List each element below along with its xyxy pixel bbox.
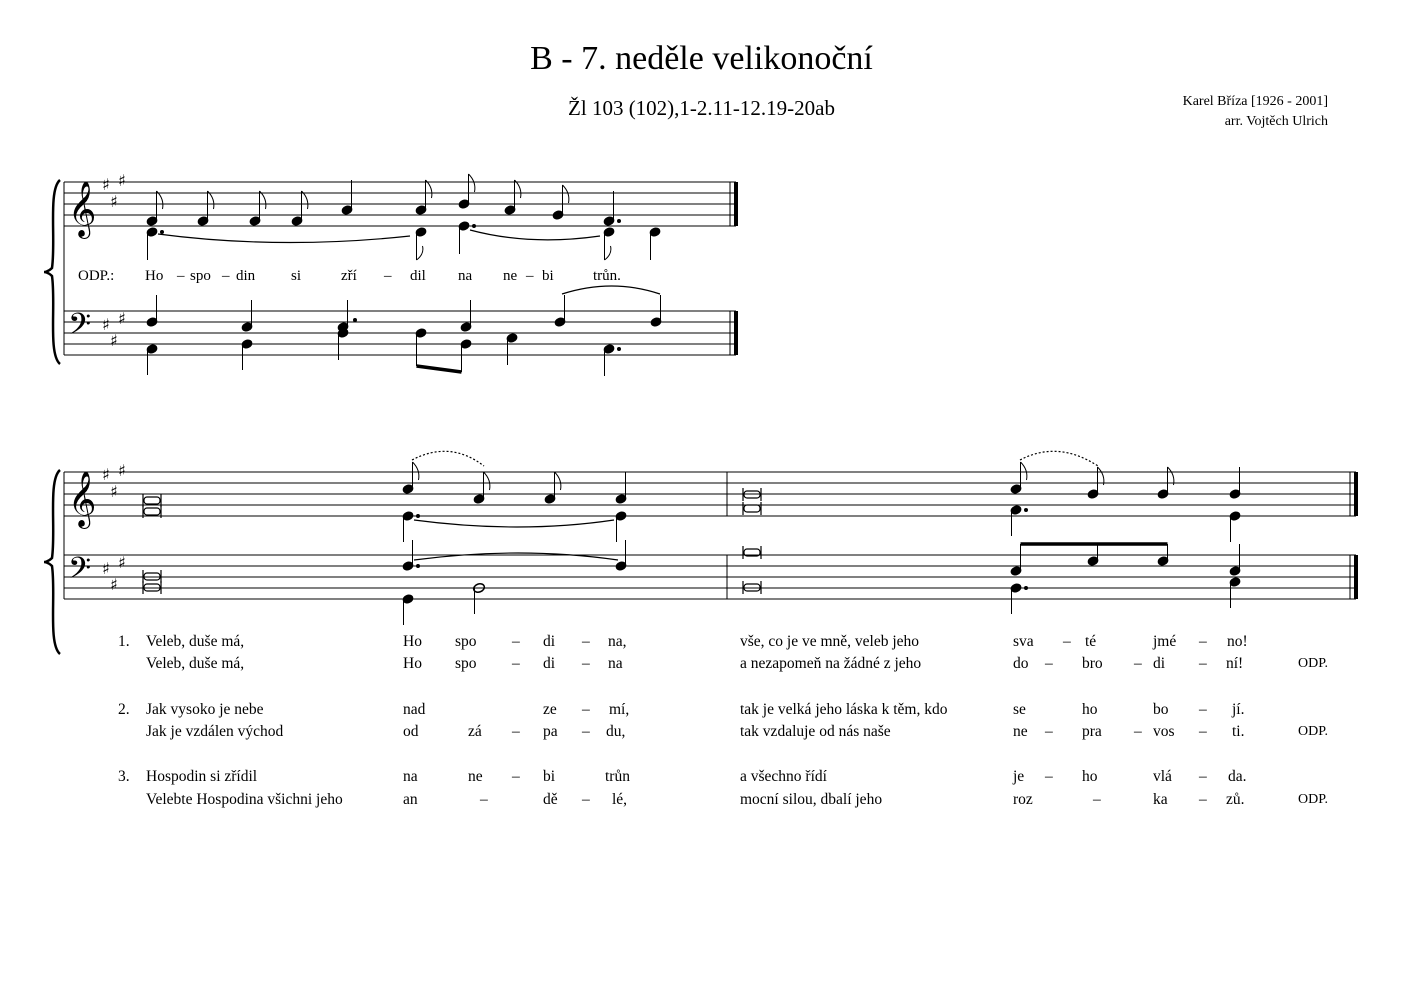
verse-syllable: – [1063, 633, 1071, 650]
bass-staff-1 [64, 311, 736, 355]
verse-syllable: di [543, 655, 556, 672]
response-syllable: – [526, 268, 534, 284]
verse-syllable: vlá [1153, 768, 1172, 785]
verse-syllable: zů. [1226, 791, 1245, 808]
verse-syllable: pra [1082, 723, 1102, 740]
verse-line: a nezapomeň na žádné z jeho [740, 655, 922, 672]
verse-number: 3. [118, 768, 130, 785]
verse-number: 1. [118, 633, 130, 650]
verse-syllable: du, [606, 723, 626, 740]
verse-syllable: – [1199, 723, 1207, 740]
svg-text:♯: ♯ [118, 309, 126, 328]
verse-syllable: – [512, 723, 520, 740]
verse-syllable: da. [1228, 768, 1247, 785]
bass-clef-icon: 𝄢 [68, 308, 92, 349]
verse-line: Velebte Hospodina všichni jeho [146, 791, 343, 808]
svg-text:♯: ♯ [110, 482, 118, 501]
verse-syllable: jmé [1153, 633, 1177, 650]
response-syllable: Ho [145, 268, 164, 284]
verse-syllable: Ho [403, 655, 422, 672]
svg-text:♯: ♯ [102, 315, 110, 334]
verse-line: Hospodin si zřídil [146, 768, 258, 785]
response-accompaniment [146, 286, 662, 376]
verse-syllable: na [608, 655, 623, 672]
svg-text:♯: ♯ [110, 192, 118, 211]
verse-syllable: spo [455, 633, 477, 650]
svg-text:♯: ♯ [118, 171, 126, 190]
verse-syllable: – [1093, 791, 1101, 808]
svg-text:♯: ♯ [118, 461, 126, 480]
verse-syllable: – [1045, 768, 1053, 785]
response-syllable: trůn. [593, 268, 621, 284]
verse-syllable: na, [608, 633, 627, 650]
verse-line: a všechno řídí [740, 768, 827, 785]
verse-syllable: nad [403, 701, 426, 718]
verse-syllable: – [1199, 701, 1207, 718]
verse-syllable: – [1199, 791, 1207, 808]
verse-syllable: ho [1082, 701, 1098, 718]
verse-syllable: jí. [1232, 701, 1245, 718]
verse-syllable: – [582, 655, 590, 672]
response-syllable: – [177, 268, 185, 284]
svg-text:♯: ♯ [110, 575, 118, 594]
arranger-name: arr. Vojtěch Ulrich [1224, 114, 1328, 129]
verse-syllable: pa [543, 723, 558, 740]
verse-syllable: lé, [612, 791, 628, 808]
response-syllable: si [291, 268, 302, 284]
svg-text:♯: ♯ [102, 175, 110, 194]
verse-line: Veleb, duše má, [146, 633, 245, 650]
verse-syllable: bi [543, 768, 556, 785]
verse-syllable: ní! [1226, 655, 1244, 672]
verse-syllable: – [480, 791, 488, 808]
verse-syllable: bro [1082, 655, 1103, 672]
verse-syllable: di [1153, 655, 1166, 672]
verse-syllable: no! [1227, 633, 1248, 650]
verse-syllable: ne [1013, 723, 1028, 740]
verse-syllable: – [512, 633, 520, 650]
verse-line: vše, co je ve mně, veleb jeho [740, 633, 920, 650]
verse-syllable: – [582, 723, 590, 740]
psalm-reference: Žl 103 (102),1-2.11-12.19-20ab [568, 96, 835, 120]
verse-syllable: an [403, 791, 418, 808]
verse-syllable: – [1199, 655, 1207, 672]
composer-name: Karel Bříza [1926 - 2001] [1182, 94, 1328, 109]
svg-text:♯: ♯ [102, 559, 110, 578]
response-syllable: ne [503, 268, 518, 284]
verse-syllable: – [582, 791, 590, 808]
refrain-marker: ODP. [1298, 724, 1328, 739]
response-syllable: din [236, 268, 256, 284]
verse-line: Veleb, duše má, [146, 655, 245, 672]
verse-line: mocní silou, dbalí jeho [740, 791, 883, 808]
response-syllable: na [458, 268, 473, 284]
brace-icon [44, 180, 60, 364]
verse-syllable: – [582, 701, 590, 718]
verse-syllable: je [1013, 768, 1025, 785]
verse-line: Jak vysoko je nebe [146, 701, 264, 718]
verse-syllable: zá [468, 723, 482, 740]
verse-syllable: – [512, 768, 520, 785]
verse-syllable: mí, [609, 701, 630, 718]
svg-text:♯: ♯ [110, 331, 118, 350]
verse-syllable: ze [543, 701, 557, 718]
verse-syllable: – [582, 633, 590, 650]
verse-syllable: spo [455, 655, 477, 672]
response-syllable: zří [341, 268, 357, 284]
verse-syllable: od [403, 723, 419, 740]
verse-syllable: – [1045, 723, 1053, 740]
verse-line: tak vzdaluje od nás naše [740, 723, 891, 740]
brace-icon [44, 470, 60, 654]
response-label: ODP.: [78, 268, 115, 284]
verse-syllable: trůn [605, 768, 630, 785]
verse-syllable: di [543, 633, 556, 650]
verse-syllable: sva [1013, 633, 1034, 650]
verse-syllable: na [403, 768, 418, 785]
svg-text:♯: ♯ [118, 553, 126, 572]
verse-syllable: Ho [403, 633, 422, 650]
treble-clef-icon: 𝄞 [68, 181, 97, 237]
svg-text:♯: ♯ [102, 465, 110, 484]
verse-syllable: ka [1153, 791, 1168, 808]
verse-syllable: ne [468, 768, 483, 785]
treble-clef-icon: 𝄞 [68, 471, 97, 527]
verse-syllable: do [1013, 655, 1029, 672]
verse-syllable: – [1045, 655, 1053, 672]
verse-syllable: ho [1082, 768, 1098, 785]
response-syllable: – [222, 268, 230, 284]
verse-line: tak je velká jeho láska k těm, kdo [740, 701, 948, 718]
verse-syllable: – [1134, 723, 1142, 740]
response-syllable: – [384, 268, 392, 284]
response-syllable: bi [542, 268, 554, 284]
key-signature-icon [102, 171, 126, 594]
verse-syllable: – [1199, 768, 1207, 785]
verse-syllable: roz [1013, 791, 1033, 808]
page-title: B - 7. neděle velikonoční [530, 40, 873, 77]
verse-syllable: – [1134, 655, 1142, 672]
verse-syllable: vos [1153, 723, 1175, 740]
response-syllable: spo [190, 268, 211, 284]
refrain-marker: ODP. [1298, 792, 1328, 807]
response-syllable: dil [410, 268, 426, 284]
breve-chords [143, 488, 761, 594]
bass-clef-icon: 𝄢 [68, 552, 92, 593]
verse-syllable: – [512, 655, 520, 672]
response-melody [146, 174, 661, 260]
treble-staff-1 [64, 182, 736, 226]
refrain-marker: ODP. [1298, 656, 1328, 671]
verse-line: Jak je vzdálen východ [146, 723, 284, 740]
verse-syllable: té [1085, 633, 1097, 650]
verse-syllable: – [1199, 633, 1207, 650]
verse-syllable: dě [543, 791, 558, 808]
verse-syllable: bo [1153, 701, 1169, 718]
verse-number: 2. [118, 701, 130, 718]
verse-syllable: ti. [1232, 723, 1245, 740]
verse-syllable: se [1013, 701, 1026, 718]
